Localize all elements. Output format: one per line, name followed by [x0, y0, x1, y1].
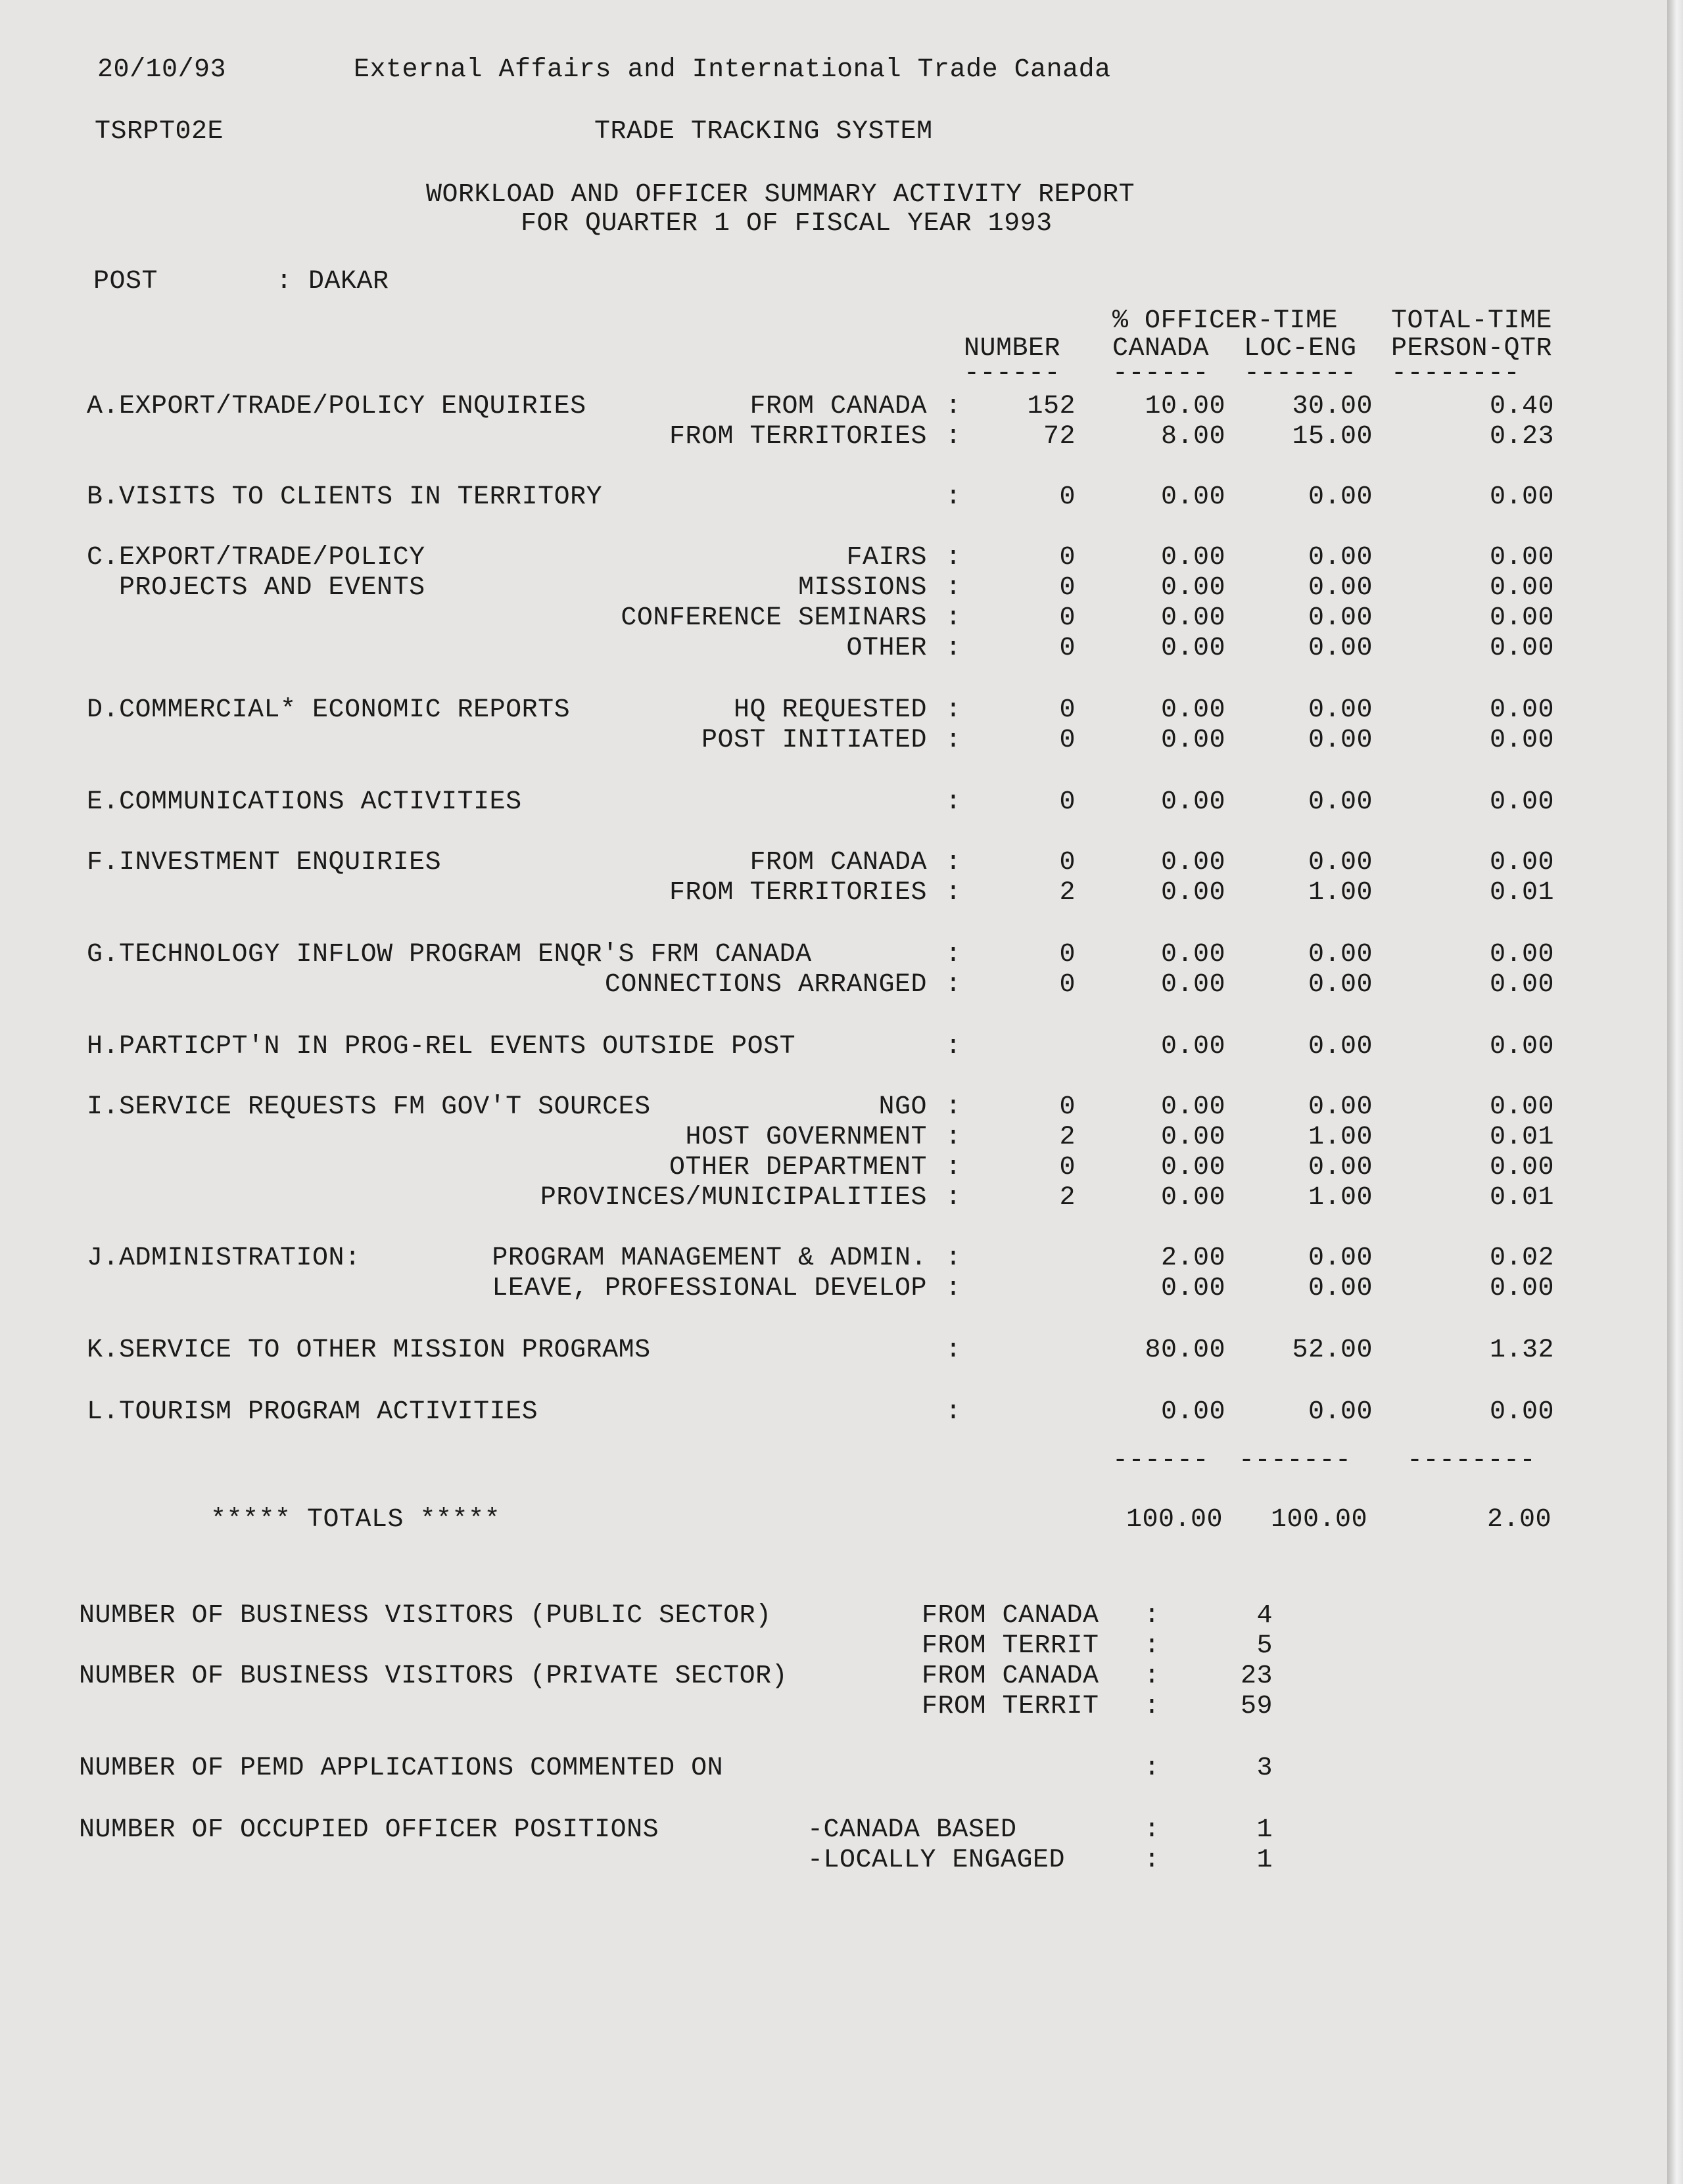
row-sublabel: FROM TERRITORIES — [669, 878, 927, 908]
row-person-qtr: 0.00 — [1489, 940, 1554, 969]
row-person-qtr: 0.00 — [1489, 573, 1554, 603]
summary-colon: : — [1144, 1692, 1160, 1721]
number-column-header: NUMBER — [964, 334, 1061, 363]
summary-label: NUMBER OF BUSINESS VISITORS (PUBLIC SECTOR) — [79, 1601, 772, 1631]
row-person-qtr: 0.00 — [1489, 1274, 1554, 1303]
summary-colon: : — [1144, 1661, 1160, 1691]
row-person-qtr: 0.00 — [1489, 1153, 1554, 1182]
row-label: L.TOURISM PROGRAM ACTIVITIES — [87, 1397, 538, 1427]
summary-value: 3 — [1256, 1754, 1273, 1783]
report-title-line2: FOR QUARTER 1 OF FISCAL YEAR 1993 — [521, 209, 1053, 239]
row-canada-pct: 80.00 — [1145, 1336, 1225, 1365]
summary-sublabel: FROM TERRIT — [922, 1692, 1099, 1721]
row-sublabel: OTHER DEPARTMENT — [669, 1153, 927, 1182]
row-sublabel: OTHER — [846, 634, 927, 663]
row-number: 0 — [1059, 787, 1076, 817]
row-person-qtr: 0.00 — [1489, 695, 1554, 725]
row-loc-eng-pct: 1.00 — [1308, 878, 1373, 908]
row-sublabel: HQ REQUESTED — [733, 695, 927, 725]
row-sublabel: PROVINCES/MUNICIPALITIES — [540, 1183, 927, 1213]
row-canada-pct: 0.00 — [1160, 573, 1225, 603]
row-sublabel: POST INITIATED — [701, 726, 927, 755]
row-colon: : — [945, 543, 962, 572]
row-colon: : — [945, 1274, 962, 1303]
totals-loc-eng-rule: ------- — [1239, 1446, 1352, 1475]
row-canada-pct: 0.00 — [1160, 482, 1225, 512]
row-loc-eng-pct: 0.00 — [1308, 1092, 1373, 1122]
row-canada-pct: 0.00 — [1160, 848, 1225, 877]
row-canada-pct: 0.00 — [1160, 787, 1225, 817]
total-time-header: TOTAL-TIME — [1391, 306, 1553, 336]
row-canada-pct: 0.00 — [1160, 1032, 1225, 1061]
row-canada-pct: 0.00 — [1160, 1183, 1225, 1213]
row-person-qtr: 0.00 — [1489, 1092, 1554, 1122]
row-canada-pct: 0.00 — [1160, 1153, 1225, 1182]
row-colon: : — [945, 940, 962, 969]
officer-time-header: % OFFICER-TIME — [1112, 306, 1339, 336]
summary-value: 5 — [1256, 1631, 1273, 1661]
row-sublabel: MISSIONS — [797, 573, 927, 603]
row-canada-pct: 10.00 — [1145, 392, 1225, 421]
row-canada-pct: 0.00 — [1160, 543, 1225, 572]
summary-sublabel: FROM CANADA — [922, 1661, 1099, 1691]
post-value: : DAKAR — [276, 267, 389, 296]
row-number: 0 — [1059, 848, 1076, 877]
row-loc-eng-pct: 30.00 — [1292, 392, 1373, 421]
row-loc-eng-pct: 0.00 — [1308, 573, 1373, 603]
row-label: E.COMMUNICATIONS ACTIVITIES — [87, 787, 522, 817]
row-loc-eng-pct: 1.00 — [1308, 1183, 1373, 1213]
row-loc-eng-pct: 15.00 — [1292, 422, 1373, 452]
row-label: F.INVESTMENT ENQUIRIES — [87, 848, 442, 877]
summary-value: 1 — [1256, 1846, 1273, 1875]
row-label: B.VISITS TO CLIENTS IN TERRITORY — [87, 482, 603, 512]
summary-value: 23 — [1240, 1661, 1273, 1691]
row-number: 0 — [1059, 1153, 1076, 1182]
row-number: 72 — [1043, 422, 1076, 452]
summary-sublabel: -LOCALLY ENGAGED — [807, 1846, 1066, 1875]
row-loc-eng-pct: 0.00 — [1308, 634, 1373, 663]
row-loc-eng-pct: 0.00 — [1308, 970, 1373, 1000]
row-loc-eng-pct: 0.00 — [1308, 603, 1373, 633]
row-colon: : — [945, 695, 962, 725]
row-colon: : — [945, 1183, 962, 1213]
row-canada-pct: 0.00 — [1160, 1274, 1225, 1303]
loc-eng-column-header: LOC-ENG — [1244, 334, 1357, 363]
number-column-rule: ------ — [964, 359, 1061, 388]
row-sublabel: LEAVE, PROFESSIONAL DEVELOP — [492, 1274, 927, 1303]
row-number: 0 — [1059, 726, 1076, 755]
row-person-qtr: 0.00 — [1489, 970, 1554, 1000]
row-loc-eng-pct: 0.00 — [1308, 1397, 1373, 1427]
row-canada-pct: 0.00 — [1160, 1397, 1225, 1427]
row-sublabel: FROM CANADA — [749, 848, 927, 877]
summary-label: NUMBER OF OCCUPIED OFFICER POSITIONS — [79, 1815, 659, 1845]
row-colon: : — [945, 1397, 962, 1427]
row-loc-eng-pct: 0.00 — [1308, 1032, 1373, 1061]
row-sublabel: NGO — [878, 1092, 927, 1122]
row-person-qtr: 0.00 — [1489, 543, 1554, 572]
row-label: H.PARTICPT'N IN PROG-REL EVENTS OUTSIDE POST — [87, 1032, 796, 1061]
row-colon: : — [945, 970, 962, 1000]
row-person-qtr: 0.01 — [1489, 1123, 1554, 1152]
summary-label: NUMBER OF BUSINESS VISITORS (PRIVATE SECTOR) — [79, 1661, 788, 1691]
row-label: PROJECTS AND EVENTS — [87, 573, 425, 603]
loc-eng-column-rule: ------- — [1244, 359, 1357, 388]
person-qtr-column-header: PERSON-QTR — [1391, 334, 1553, 363]
row-colon: : — [945, 634, 962, 663]
totals-loc-eng: 100.00 — [1270, 1505, 1367, 1535]
row-colon: : — [945, 1153, 962, 1182]
row-number: 152 — [1027, 392, 1076, 421]
row-colon: : — [945, 603, 962, 633]
row-canada-pct: 0.00 — [1160, 940, 1225, 969]
person-qtr-column-rule: -------- — [1391, 359, 1521, 388]
row-loc-eng-pct: 0.00 — [1308, 787, 1373, 817]
summary-sublabel: FROM CANADA — [922, 1601, 1099, 1631]
row-number: 0 — [1059, 940, 1076, 969]
row-sublabel: FROM TERRITORIES — [669, 422, 927, 452]
row-canada-pct: 0.00 — [1160, 695, 1225, 725]
summary-value: 1 — [1256, 1815, 1273, 1845]
row-colon: : — [945, 726, 962, 755]
row-loc-eng-pct: 0.00 — [1308, 940, 1373, 969]
row-number: 0 — [1059, 695, 1076, 725]
row-label: D.COMMERCIAL* ECONOMIC REPORTS — [87, 695, 571, 725]
summary-colon: : — [1144, 1754, 1160, 1783]
canada-column-header: CANADA — [1112, 334, 1210, 363]
system-name: TRADE TRACKING SYSTEM — [594, 117, 933, 147]
totals-canada: 100.00 — [1126, 1505, 1223, 1535]
row-loc-eng-pct: 0.00 — [1308, 1153, 1373, 1182]
row-sublabel: CONNECTIONS ARRANGED — [604, 970, 927, 1000]
summary-colon: : — [1144, 1601, 1160, 1631]
report-title-line1: WORKLOAD AND OFFICER SUMMARY ACTIVITY REPORT — [426, 180, 1135, 210]
totals-person-qtr: 2.00 — [1486, 1505, 1552, 1535]
row-number: 2 — [1059, 1183, 1076, 1213]
canada-column-rule: ------ — [1112, 359, 1210, 388]
totals-person-qtr-rule: -------- — [1407, 1446, 1536, 1475]
row-colon: : — [945, 1243, 962, 1273]
department-name: External Affairs and International Trade Canada — [354, 55, 1111, 85]
row-loc-eng-pct: 0.00 — [1308, 482, 1373, 512]
summary-value: 4 — [1256, 1601, 1273, 1631]
row-sublabel: FAIRS — [846, 543, 927, 572]
summary-colon: : — [1144, 1815, 1160, 1845]
summary-colon: : — [1144, 1631, 1160, 1661]
row-person-qtr: 0.00 — [1489, 726, 1554, 755]
row-person-qtr: 0.00 — [1489, 482, 1554, 512]
row-number: 2 — [1059, 1123, 1076, 1152]
report-code: TSRPT02E — [95, 117, 224, 147]
row-number: 0 — [1059, 543, 1076, 572]
row-person-qtr: 0.00 — [1489, 634, 1554, 663]
row-sublabel: FROM CANADA — [749, 392, 927, 421]
row-canada-pct: 0.00 — [1160, 1123, 1225, 1152]
row-canada-pct: 2.00 — [1160, 1243, 1225, 1273]
row-colon: : — [945, 1092, 962, 1122]
row-colon: : — [945, 878, 962, 908]
summary-value: 59 — [1240, 1692, 1273, 1721]
row-loc-eng-pct: 52.00 — [1292, 1336, 1373, 1365]
row-label: K.SERVICE TO OTHER MISSION PROGRAMS — [87, 1336, 651, 1365]
row-colon: : — [945, 573, 962, 603]
row-sublabel: PROGRAM MANAGEMENT & ADMIN. — [492, 1243, 927, 1273]
row-number: 0 — [1059, 603, 1076, 633]
row-number: 0 — [1059, 634, 1076, 663]
row-label: G.TECHNOLOGY INFLOW PROGRAM ENQR'S FRM CANADA — [87, 940, 812, 969]
row-loc-eng-pct: 1.00 — [1308, 1123, 1373, 1152]
row-person-qtr: 0.23 — [1489, 422, 1554, 452]
row-number: 0 — [1059, 482, 1076, 512]
row-colon: : — [945, 787, 962, 817]
summary-sublabel: -CANADA BASED — [807, 1815, 1017, 1845]
row-loc-eng-pct: 0.00 — [1308, 1274, 1373, 1303]
row-person-qtr: 1.32 — [1489, 1336, 1554, 1365]
row-person-qtr: 0.00 — [1489, 1032, 1554, 1061]
page-edge — [1667, 0, 1683, 2184]
row-person-qtr: 0.00 — [1489, 603, 1554, 633]
row-label: J.ADMINISTRATION: — [87, 1243, 361, 1273]
row-colon: : — [945, 392, 962, 421]
summary-sublabel: FROM TERRIT — [922, 1631, 1099, 1661]
row-colon: : — [945, 482, 962, 512]
row-person-qtr: 0.40 — [1489, 392, 1554, 421]
summary-label: NUMBER OF PEMD APPLICATIONS COMMENTED ON — [79, 1754, 724, 1783]
row-canada-pct: 0.00 — [1160, 1092, 1225, 1122]
row-canada-pct: 0.00 — [1160, 970, 1225, 1000]
row-person-qtr: 0.00 — [1489, 848, 1554, 877]
row-label: C.EXPORT/TRADE/POLICY — [87, 543, 425, 572]
row-label: A.EXPORT/TRADE/POLICY ENQUIRIES — [87, 392, 586, 421]
post-label: POST — [93, 267, 158, 296]
row-colon: : — [945, 848, 962, 877]
report-date: 20/10/93 — [97, 55, 227, 85]
row-colon: : — [945, 1336, 962, 1365]
totals-canada-rule: ------ — [1112, 1446, 1210, 1475]
row-canada-pct: 0.00 — [1160, 878, 1225, 908]
summary-colon: : — [1144, 1846, 1160, 1875]
row-loc-eng-pct: 0.00 — [1308, 695, 1373, 725]
row-number: 0 — [1059, 970, 1076, 1000]
row-canada-pct: 0.00 — [1160, 603, 1225, 633]
row-label: I.SERVICE REQUESTS FM GOV'T SOURCES — [87, 1092, 651, 1122]
row-canada-pct: 8.00 — [1160, 422, 1225, 452]
row-loc-eng-pct: 0.00 — [1308, 543, 1373, 572]
row-person-qtr: 0.00 — [1489, 1397, 1554, 1427]
row-canada-pct: 0.00 — [1160, 726, 1225, 755]
row-sublabel: HOST GOVERNMENT — [685, 1123, 927, 1152]
row-colon: : — [945, 1032, 962, 1061]
row-person-qtr: 0.01 — [1489, 878, 1554, 908]
row-number: 2 — [1059, 878, 1076, 908]
row-loc-eng-pct: 0.00 — [1308, 726, 1373, 755]
row-person-qtr: 0.01 — [1489, 1183, 1554, 1213]
row-loc-eng-pct: 0.00 — [1308, 1243, 1373, 1273]
row-loc-eng-pct: 0.00 — [1308, 848, 1373, 877]
totals-label: ***** TOTALS ***** — [210, 1505, 501, 1535]
row-number: 0 — [1059, 573, 1076, 603]
row-person-qtr: 0.02 — [1489, 1243, 1554, 1273]
row-sublabel: CONFERENCE SEMINARS — [621, 603, 927, 633]
row-number: 0 — [1059, 1092, 1076, 1122]
row-person-qtr: 0.00 — [1489, 787, 1554, 817]
row-canada-pct: 0.00 — [1160, 634, 1225, 663]
row-colon: : — [945, 1123, 962, 1152]
row-colon: : — [945, 422, 962, 452]
